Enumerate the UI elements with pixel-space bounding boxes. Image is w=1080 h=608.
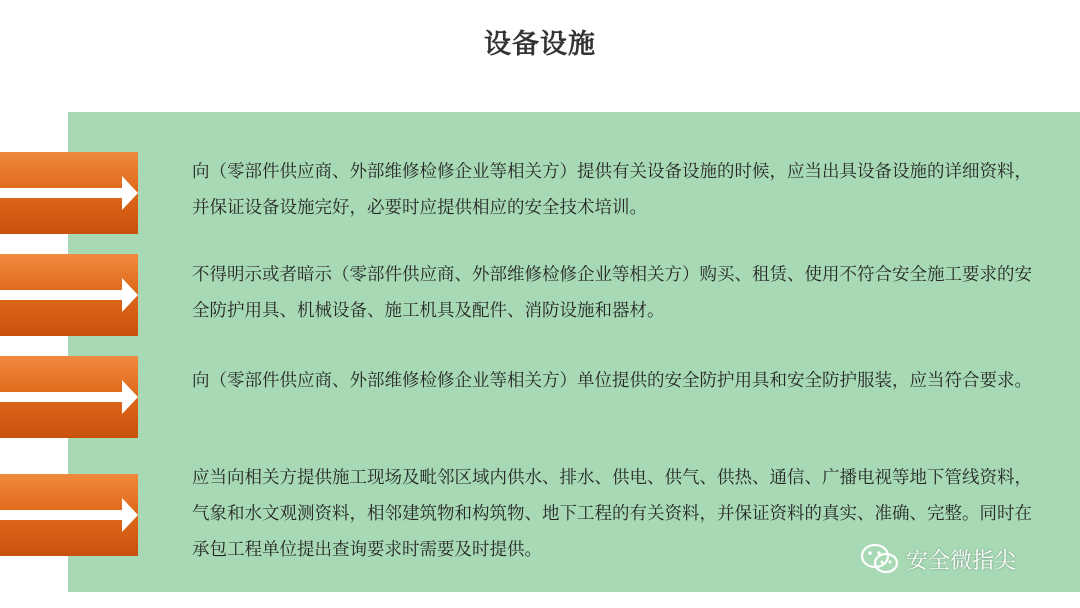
arrow-tab-4: [0, 474, 138, 556]
right-arrow-icon: [0, 474, 138, 556]
watermark-text: 安全微指尖: [906, 548, 1017, 574]
right-arrow-icon: [0, 152, 138, 234]
slide-title: 设备设施: [484, 29, 596, 60]
item-text-2: 不得明示或者暗示（零部件供应商、外部维修检修企业等相关方）购买、租赁、使用不符合安全施工要求的安全防护用具、机械设备、施工机具及配件、消防设施和器材。: [192, 265, 1032, 321]
arrow-tab-3: [0, 356, 138, 438]
arrow-tab-1: [0, 152, 138, 234]
watermark: [860, 540, 1016, 578]
wechat-icon: [860, 542, 900, 576]
right-arrow-icon: [0, 356, 138, 438]
arrow-tab-2: [0, 254, 138, 336]
right-arrow-icon: [0, 254, 138, 336]
item-text-3: 向（零部件供应商、外部维修检修企业等相关方）单位提供的安全防护用具和安全防护服装，应当符合要求。: [192, 371, 1032, 391]
item-text-4: 应当向相关方提供施工现场及毗邻区域内供水、排水、供电、供气、供热、通信、广播电视等地下管线资料，气象和水文观测资料，相邻建筑物和构筑物、地下工程的有关资料，并保证资料的真实、准确、完整。同时在承包工程单位提出查询要求时需要及时提供。: [192, 468, 1032, 560]
item-text-1: 向（零部件供应商、外部维修检修企业等相关方）提供有关设备设施的时候，应当出具设备设施的详细资料，并保证设备设施完好，必要时应提供相应的安全技术培训。: [192, 162, 1032, 218]
